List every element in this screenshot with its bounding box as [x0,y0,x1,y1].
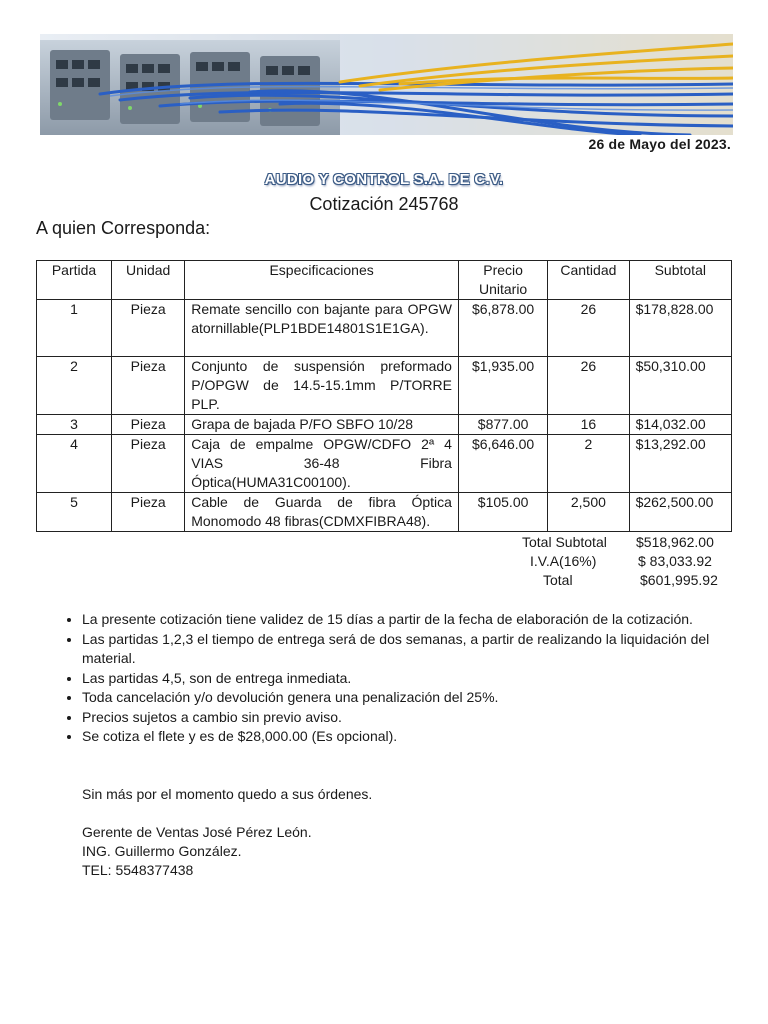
list-item: • Las partidas 4,5, son de entrega inmediata. [82,669,732,689]
cell-unidad: Pieza [112,435,185,493]
cell-subtotal: $262,500.00 [629,493,731,532]
header-unidad: Unidad [112,261,185,300]
cell-partida: 1 [37,300,112,357]
company-name: AUDIO Y CONTROL S.A. DE C.V. [264,171,504,188]
cell-especificaciones: Caja de empalme OPGW/CDFO 2ª 4 VIAS 36-48 Fibra Óptica(HUMA31C00100). [185,435,459,493]
table-row [37,300,732,357]
cell-unidad: Pieza [112,415,185,435]
totals-iva-row [500,553,732,572]
header-precio-line2: Unitario [478,281,528,297]
cell-subtotal: $13,292.00 [629,435,731,493]
cell-precio-unitario: $6,646.00 [458,435,547,493]
list-item: • Toda cancelación y/o devolución genera una penalización del 25%. [82,688,732,708]
header-subtotal: Subtotal [629,261,731,300]
cell-cantidad: 2 [548,435,629,493]
cell-precio-unitario: $877.00 [458,415,547,435]
cell-subtotal: $178,828.00 [629,300,731,357]
header-cantidad: Cantidad [548,261,629,300]
cell-subtotal: $14,032.00 [629,415,731,435]
list-item: • La presente cotización tiene validez de 15 días a partir de la fecha de elaboración de la cotización. [82,610,732,630]
cell-subtotal: $50,310.00 [629,357,731,415]
totals-block [500,534,732,591]
total-label: Total [543,572,573,588]
table-row [37,435,732,493]
cell-unidad: Pieza [112,300,185,357]
iva-value: $ 83,033.92 [638,553,712,569]
subtotal-label: Total Subtotal [522,534,607,550]
document-date: 26 de Mayo del 2023. [588,136,731,152]
list-item: • Las partidas 1,2,3 el tiempo de entrega será de dos semanas, a partir de realizando la liquidación del material. [82,630,732,669]
table-row [37,415,732,435]
table-header-row [37,261,732,300]
cell-especificaciones: Grapa de bajada P/FO SBFO 10/28 [185,415,459,435]
signature-phone: TEL: 5548377438 [82,862,194,878]
greeting: A quien Corresponda: [36,218,211,238]
header-banner-image [40,34,733,135]
quote-title: Cotización 245768 [309,194,459,214]
total-value: $601,995.92 [640,572,718,588]
totals-subtotal-row [500,534,732,553]
header-partida: Partida [37,261,112,300]
list-item: • Se cotiza el flete y es de $28,000.00 (Es opcional). [82,727,732,747]
header-precio-unitario [458,261,547,300]
cell-especificaciones: Remate sencillo con bajante para OPGW atornillable(PLP1BDE14801S1E1GA). [185,300,459,357]
cell-precio-unitario: $6,878.00 [458,300,547,357]
cell-precio-unitario: $105.00 [458,493,547,532]
cell-cantidad: 26 [548,357,629,415]
cell-cantidad: 16 [548,415,629,435]
cell-partida: 5 [37,493,112,532]
cell-especificaciones: Conjunto de suspensión preformado P/OPGW de 14.5-15.1mm P/TORRE PLP. [185,357,459,415]
signature-block [82,823,312,880]
cell-unidad: Pieza [112,493,185,532]
cell-precio-unitario: $1,935.00 [458,357,547,415]
table-row [37,493,732,532]
quote-table [36,260,732,532]
terms-list [56,610,732,747]
header-precio-line1: Precio [483,262,523,278]
closing-text: Sin más por el momento quedo a sus órdenes. [82,786,373,802]
cell-partida: 4 [37,435,112,493]
table-row [37,357,732,415]
signature-line: ING. Guillermo González. [82,843,242,859]
cell-partida: 3 [37,415,112,435]
subtotal-value: $518,962.00 [636,534,714,550]
cell-especificaciones: Cable de Guarda de fibra Óptica Monomodo 48 fibras(CDMXFIBRA48). [185,493,459,532]
cell-partida: 2 [37,357,112,415]
cell-unidad: Pieza [112,357,185,415]
list-item: • Precios sujetos a cambio sin previo aviso. [82,708,732,728]
header-especificaciones: Especificaciones [185,261,459,300]
cell-cantidad: 26 [548,300,629,357]
totals-total-row [500,572,732,591]
signature-line: Gerente de Ventas José Pérez León. [82,824,312,840]
cell-cantidad: 2,500 [548,493,629,532]
iva-label: I.V.A(16%) [530,553,597,569]
switch-panel-shape [40,40,340,135]
